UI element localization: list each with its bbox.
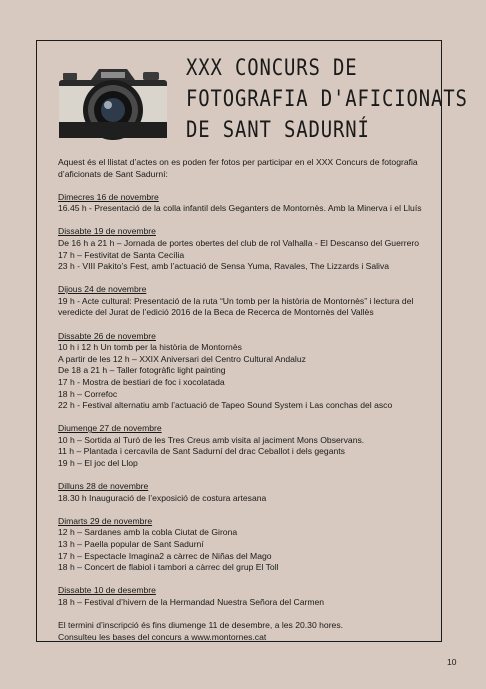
day-heading: Dimecres 16 de novembre bbox=[58, 191, 159, 202]
day-section bbox=[58, 516, 438, 574]
event-item: 22 h - Festival alternatiu amb l’actuació de Tapeo Sound System i Las conchas del asco bbox=[58, 400, 393, 411]
event-item: 18 h – Festival d’hivern de la Hermandad Nuestra Señora del Carmen bbox=[58, 596, 325, 607]
event-item: De 18 a 21 h – Taller fotogràfic light painting bbox=[58, 365, 226, 376]
closing-text: Consulteu les bases del concurs a www.montornes.cat bbox=[58, 631, 267, 642]
day-heading: Dijous 24 de novembre bbox=[58, 284, 147, 295]
event-item: 19 h - Acte cultural: Presentació de la ruta “Un tomb per la història de Montornès” i lectura del veredicte del Jurat de l’edició 2016 de la Beca de Recerca de Montornès del Vallès bbox=[58, 295, 414, 318]
closing-text: El termini d’inscripció és fins diumenge 11 de desembre, a les 20.30 hores. bbox=[58, 619, 344, 630]
event-list bbox=[58, 157, 438, 643]
page-number: 10 bbox=[447, 657, 457, 667]
day-section bbox=[58, 284, 438, 319]
day-section bbox=[58, 585, 438, 608]
event-item: 11 h – Plantada i cercavila de Sant Sadurní del drac Ceballot i dels gegants bbox=[58, 446, 345, 457]
intro-text: Aquest és el llistat d’actes on es poden fer fotos per participar en el XXX Concurs de fotografia d’aficionats de Sant Sadurní: bbox=[58, 157, 418, 179]
event-item: 23 h - VIII Pakito’s Fest, amb l’actuació de Sensa Yuma, Ravales, The Lizzards i Saliva bbox=[58, 261, 390, 272]
day-section bbox=[58, 331, 438, 412]
day-section bbox=[58, 192, 438, 215]
day-section bbox=[58, 423, 438, 469]
event-item: 18 h – Concert de flabiol i tambori a càrrec del grup El Toll bbox=[58, 562, 279, 573]
day-heading: Diumenge 27 de novembre bbox=[58, 423, 162, 434]
event-item: 17 h – Espectacle Imagina2 a càrrec de Niñas del Mago bbox=[58, 550, 272, 561]
event-item: A partir de les 12 h – XXIX Aniversari del Centro Cultural Andaluz bbox=[58, 353, 306, 364]
event-item: 18.30 h Inauguració de l’exposició de costura artesana bbox=[58, 492, 267, 503]
camera-icon bbox=[57, 66, 169, 144]
day-heading: Dissabte 26 de novembre bbox=[58, 330, 156, 341]
event-item: 10 h i 12 h Un tomb per la història de Montornès bbox=[58, 342, 242, 353]
event-item: 13 h – Paella popular de Sant Sadurní bbox=[58, 538, 204, 549]
title-line: XXX CONCURS DE bbox=[186, 56, 358, 81]
event-item: 17 h - Mostra de bestiari de foc i xocolatada bbox=[58, 376, 225, 387]
event-item: De 16 h a 21 h – Jornada de portes obertes del club de rol Valhalla - El Descanso del Guerrero bbox=[58, 237, 419, 248]
day-section bbox=[58, 481, 438, 504]
day-heading: Dissabte 10 de desembre bbox=[58, 585, 156, 596]
day-section bbox=[58, 226, 438, 272]
day-heading: Dissabte 19 de novembre bbox=[58, 226, 156, 237]
event-item: 18 h – Correfoc bbox=[58, 388, 118, 399]
event-item: 19 h – El joc del Llop bbox=[58, 457, 138, 468]
day-heading: Dimarts 29 de novembre bbox=[58, 515, 153, 526]
event-item: 17 h – Festivitat de Santa Cecília bbox=[58, 249, 185, 260]
day-heading: Dilluns 28 de novembre bbox=[58, 481, 149, 492]
event-item: 12 h – Sardanes amb la cobla Ciutat de Girona bbox=[58, 527, 238, 538]
event-item: 16.45 h - Presentació de la colla infantil dels Geganters de Montornès. Amb la Minerva i el Lluís bbox=[58, 203, 422, 214]
title-line: FOTOGRAFIA D'AFICIONATS bbox=[186, 87, 468, 112]
event-item: 10 h – Sortida al Turó de les Tres Creus amb visita al jaciment Mons Observans. bbox=[58, 434, 365, 445]
title-line: DE SANT SADURNÍ bbox=[186, 118, 370, 143]
page-title bbox=[186, 53, 468, 146]
